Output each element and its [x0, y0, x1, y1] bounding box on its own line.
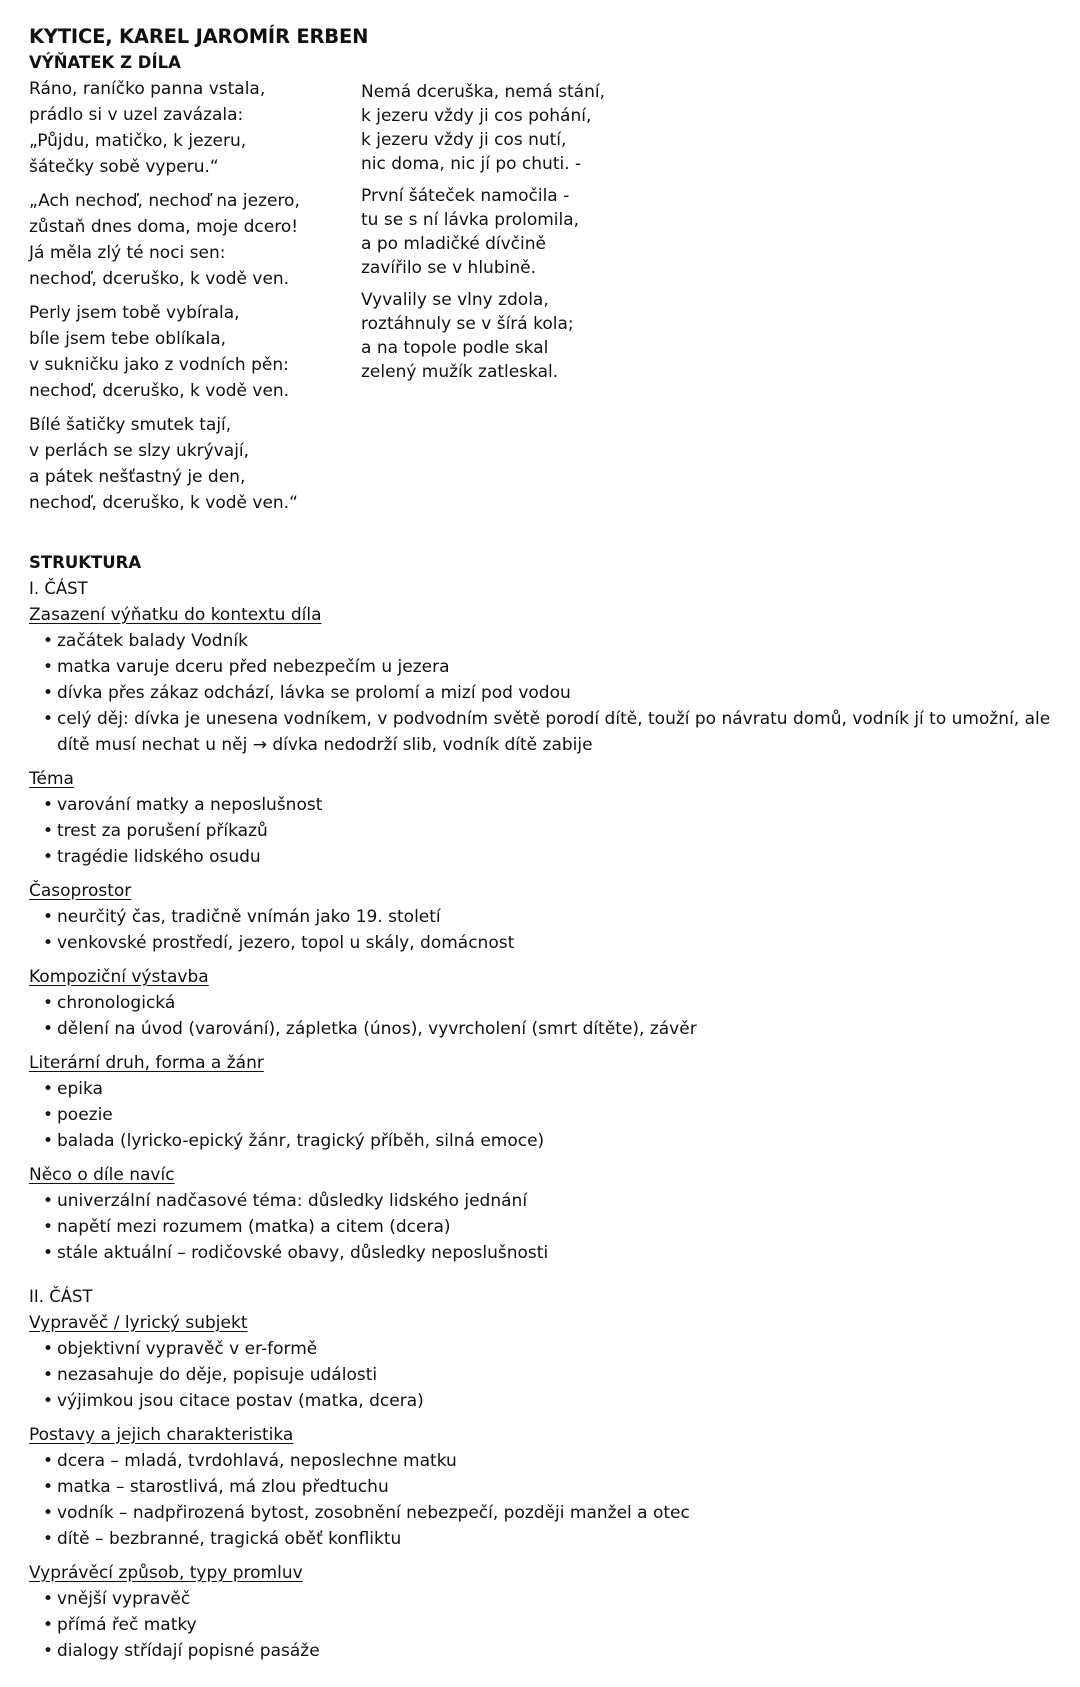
- list-item: [43, 1612, 1052, 1638]
- section-heading: Zasazení výňatku do kontextu díla: [29, 605, 322, 625]
- document-title: KYTICE, KAREL JAROMÍR ERBEN: [29, 25, 369, 48]
- list-item-text: dělení na úvod (varování), zápletka (únos), vyvrcholení (smrt dítěte), závěr: [57, 1019, 697, 1039]
- poem-line: První šáteček namočila -: [361, 186, 570, 206]
- section-heading: Téma: [29, 769, 74, 789]
- poem-line: šátečky sobě vyperu.“: [29, 157, 219, 177]
- poem-stanza: [361, 184, 605, 280]
- poem-line: nechoď, dceruško, k vodě ven.: [29, 269, 290, 289]
- poem-line: zavířilo se v hlubině.: [361, 258, 536, 278]
- list-item: [43, 654, 1052, 680]
- bullet-icon: •: [43, 1339, 54, 1359]
- bullet-icon: •: [43, 993, 54, 1013]
- structure-section: [29, 878, 1052, 956]
- list-item-text: výjimkou jsou citace postav (matka, dcera): [57, 1391, 424, 1411]
- poem-line: prádlo si v uzel zavázala:: [29, 105, 244, 125]
- poem-excerpt: [29, 76, 1052, 550]
- poem-stanza: [361, 80, 605, 176]
- bullet-icon: •: [43, 657, 54, 677]
- list-item: [43, 1388, 1052, 1414]
- poem-stanza: [29, 188, 300, 292]
- section-heading: Něco o díle navíc: [29, 1165, 175, 1185]
- bullet-icon: •: [43, 907, 54, 927]
- bullet-icon: •: [43, 709, 54, 729]
- poem-line: a pátek nešťastný je den,: [29, 467, 246, 487]
- bullet-icon: •: [43, 1503, 54, 1523]
- bullet-icon: •: [43, 1529, 54, 1549]
- list-item: [43, 1586, 1052, 1612]
- list-item-text: začátek balady Vodník: [57, 631, 248, 651]
- list-item-text: univerzální nadčasové téma: důsledky lidského jednání: [57, 1191, 528, 1211]
- list-item-text: balada (lyricko-epický žánr, tragický příběh, silná emoce): [57, 1131, 545, 1151]
- section-heading: Vypravěč / lyrický subjekt: [29, 1313, 248, 1333]
- structure-heading: STRUKTURA: [29, 553, 142, 572]
- poem-line: Já měla zlý té noci sen:: [29, 243, 226, 263]
- poem-line: bíle jsem tebe oblíkala,: [29, 329, 227, 349]
- structure-section: [29, 1162, 1052, 1266]
- list-item: [43, 1448, 1052, 1474]
- poem-column-left: [29, 76, 300, 524]
- list-item-text: dívka přes zákaz odchází, lávka se prolomí a mizí pod vodou: [57, 683, 571, 703]
- bullet-icon: •: [43, 631, 54, 651]
- structure-section: [29, 602, 1052, 758]
- poem-line: a na topole podle skal: [361, 338, 549, 358]
- list-item-text: vodník – nadpřirozená bytost, zosobnění nebezpečí, později manžel a otec: [57, 1503, 690, 1523]
- part-1-sections: [29, 602, 1052, 1266]
- poem-line: „Půjdu, matičko, k jezeru,: [29, 131, 247, 151]
- bullet-list: [29, 1448, 1052, 1552]
- bullet-list: [29, 1586, 1052, 1664]
- bullet-icon: •: [43, 1589, 54, 1609]
- list-item-text: celý děj: dívka je unesena vodníkem, v podvodním světě porodí dítě, touží po návratu domů, vodník jí to umožní, ale dítě musí nechat u něj → dívka nedodrží slib, vodník dítě zabije: [57, 709, 1051, 755]
- list-item-text: matka – starostlivá, má zlou předtuchu: [57, 1477, 389, 1497]
- poem-line: Perly jsem tobě vybírala,: [29, 303, 240, 323]
- list-item-text: neurčitý čas, tradičně vnímán jako 19. století: [57, 907, 441, 927]
- list-item: [43, 628, 1052, 654]
- poem-line: v sukničku jako z vodních pěn:: [29, 355, 289, 375]
- structure-section: [29, 1560, 1052, 1664]
- section-heading: Literární druh, forma a žánr: [29, 1053, 264, 1073]
- bullet-icon: •: [43, 1641, 54, 1661]
- bullet-list: [29, 1188, 1052, 1266]
- structure-section: [29, 1310, 1052, 1414]
- list-item-text: přímá řeč matky: [57, 1615, 197, 1635]
- list-item: [43, 706, 1052, 758]
- list-item-text: venkovské prostředí, jezero, topol u skály, domácnost: [57, 933, 515, 953]
- bullet-icon: •: [43, 847, 54, 867]
- list-item: [43, 1016, 1052, 1042]
- bullet-list: [29, 628, 1052, 758]
- structure-section: [29, 964, 1052, 1042]
- bullet-icon: •: [43, 821, 54, 841]
- list-item: [43, 818, 1052, 844]
- bullet-list: [29, 792, 1052, 870]
- list-item-text: trest za porušení příkazů: [57, 821, 268, 841]
- bullet-icon: •: [43, 1191, 54, 1211]
- bullet-icon: •: [43, 795, 54, 815]
- bullet-icon: •: [43, 1451, 54, 1471]
- poem-line: k jezeru vždy ji cos nutí,: [361, 130, 567, 150]
- bullet-list: [29, 990, 1052, 1042]
- bullet-icon: •: [43, 1217, 54, 1237]
- list-item-text: nezasahuje do děje, popisuje události: [57, 1365, 378, 1385]
- list-item-text: matka varuje dceru před nebezpečím u jezera: [57, 657, 450, 677]
- list-item: [43, 1102, 1052, 1128]
- poem-line: nechoď, dceruško, k vodě ven.“: [29, 493, 298, 513]
- list-item: [43, 904, 1052, 930]
- list-item: [43, 1500, 1052, 1526]
- list-item: [43, 792, 1052, 818]
- list-item-text: dítě – bezbranné, tragická oběť konfliktu: [57, 1529, 402, 1549]
- bullet-icon: •: [43, 933, 54, 953]
- list-item-text: chronologická: [57, 993, 176, 1013]
- list-item-text: stále aktuální – rodičovské obavy, důsledky neposlušnosti: [57, 1243, 549, 1263]
- bullet-icon: •: [43, 1019, 54, 1039]
- list-item: [43, 1076, 1052, 1102]
- poem-line: Ráno, raníčko panna vstala,: [29, 79, 266, 99]
- part-1-label: I. ČÁST: [29, 579, 88, 598]
- poem-line: a po mladičké dívčině: [361, 234, 546, 254]
- list-item: [43, 1474, 1052, 1500]
- poem-line: k jezeru vždy ji cos pohání,: [361, 106, 592, 126]
- poem-stanza: [29, 412, 300, 516]
- list-item-text: dialogy střídají popisné pasáže: [57, 1641, 320, 1661]
- structure-section: [29, 766, 1052, 870]
- poem-line: zůstaň dnes doma, moje dcero!: [29, 217, 299, 237]
- bullet-icon: •: [43, 683, 54, 703]
- bullet-icon: •: [43, 1105, 54, 1125]
- list-item: [43, 1526, 1052, 1552]
- bullet-list: [29, 904, 1052, 956]
- poem-stanza: [29, 300, 300, 404]
- bullet-icon: •: [43, 1365, 54, 1385]
- part-2-sections: [29, 1310, 1052, 1664]
- list-item: [43, 1240, 1052, 1266]
- poem-column-right: [361, 80, 605, 392]
- poem-line: Bílé šatičky smutek tají,: [29, 415, 232, 435]
- bullet-icon: •: [43, 1079, 54, 1099]
- section-heading: Časoprostor: [29, 881, 132, 901]
- list-item: [43, 680, 1052, 706]
- poem-line: „Ach nechoď, nechoď na jezero,: [29, 191, 300, 211]
- section-heading: Vyprávěcí způsob, typy promluv: [29, 1563, 303, 1583]
- list-item: [43, 1188, 1052, 1214]
- structure-section: [29, 1422, 1052, 1552]
- structure-section: [29, 1050, 1052, 1154]
- list-item: [43, 1214, 1052, 1240]
- structure-block: [29, 550, 1052, 1664]
- list-item: [43, 1128, 1052, 1154]
- bullet-list: [29, 1076, 1052, 1154]
- list-item: [43, 990, 1052, 1016]
- poem-stanza: [29, 76, 300, 180]
- list-item-text: varování matky a neposlušnost: [57, 795, 323, 815]
- list-item-text: poezie: [57, 1105, 113, 1125]
- poem-line: Vyvalily se vlny zdola,: [361, 290, 549, 310]
- list-item: [43, 1336, 1052, 1362]
- list-item: [43, 930, 1052, 956]
- list-item: [43, 844, 1052, 870]
- part-2-label: II. ČÁST: [29, 1287, 93, 1306]
- bullet-icon: •: [43, 1131, 54, 1151]
- list-item-text: vnější vypravěč: [57, 1589, 191, 1609]
- section-heading: Postavy a jejich charakteristika: [29, 1425, 294, 1445]
- bullet-icon: •: [43, 1243, 54, 1263]
- poem-line: tu se s ní lávka prolomila,: [361, 210, 580, 230]
- bullet-icon: •: [43, 1391, 54, 1411]
- poem-line: Nemá dceruška, nemá stání,: [361, 82, 606, 102]
- section-heading: Kompoziční výstavba: [29, 967, 209, 987]
- bullet-list: [29, 1336, 1052, 1414]
- list-item-text: tragédie lidského osudu: [57, 847, 261, 867]
- list-item: [43, 1362, 1052, 1388]
- poem-stanza: [361, 288, 605, 384]
- poem-line: nic doma, nic jí po chuti. -: [361, 154, 582, 174]
- bullet-icon: •: [43, 1615, 54, 1635]
- list-item-text: epika: [57, 1079, 103, 1099]
- bullet-icon: •: [43, 1477, 54, 1497]
- poem-line: nechoď, dceruško, k vodě ven.: [29, 381, 290, 401]
- poem-line: roztáhnuly se v šírá kola;: [361, 314, 574, 334]
- list-item-text: napětí mezi rozumem (matka) a citem (dcera): [57, 1217, 451, 1237]
- poem-line: v perlách se slzy ukrývají,: [29, 441, 250, 461]
- poem-line: zelený mužík zatleskal.: [361, 362, 559, 382]
- list-item: [43, 1638, 1052, 1664]
- excerpt-heading: VÝŇATEK Z DÍLA: [29, 53, 181, 72]
- list-item-text: objektivní vypravěč v er-formě: [57, 1339, 318, 1359]
- list-item-text: dcera – mladá, tvrdohlavá, neposlechne matku: [57, 1451, 457, 1471]
